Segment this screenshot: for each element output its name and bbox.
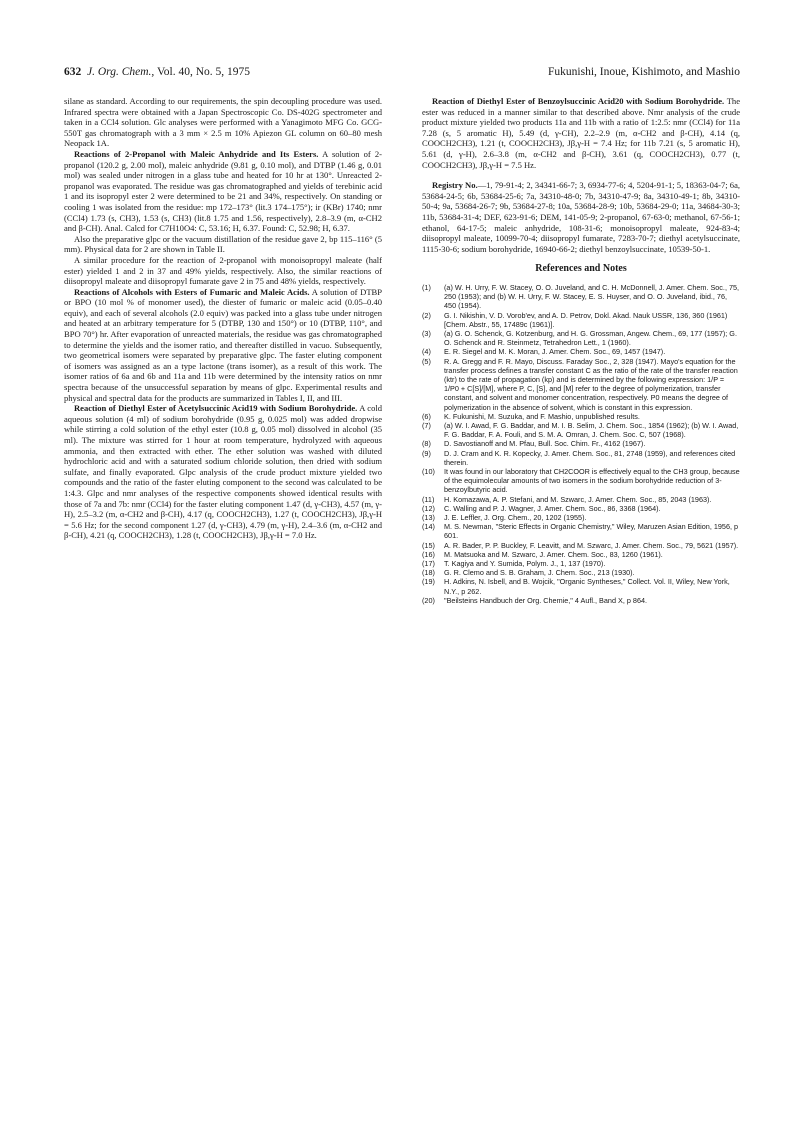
author-line: Fukunishi, Inoue, Kishimoto, and Mashio (548, 66, 740, 78)
reference-number: (10) (422, 466, 435, 476)
reference-number: (1) (422, 282, 431, 292)
reference-item (422, 513, 740, 522)
reference-item (422, 504, 740, 513)
reference-text: G. I. Nikishin, V. D. Vorob'ev, and A. D. Petrov, Dokl. Akad. Nauk USSR, 136, 360 (1961) [Chem. Abstr., 55, 17489c (1961)]. (444, 310, 728, 329)
reference-item (422, 596, 740, 605)
journal-citation (64, 66, 250, 78)
volume-info: Vol. 40, No. 5, 1975 (156, 66, 251, 78)
reference-text: (a) W. H. Urry, F. W. Stacey, O. O. Juveland, and C. H. McDonnell, J. Amer. Chem. Soc., 75, 250 (1953); and (b) W. H. Urry, F. W. Stacey, E. S. Huyser, and O. O. Juveland, ibid., 76, 450 (1954). (444, 282, 740, 311)
reference-list (422, 283, 740, 605)
reference-text: G. R. Clemo and S. B. Graham, J. Chem. Soc., 213 (1930). (444, 568, 635, 578)
paragraph: Reaction of Diethyl Ester of Acetylsuccinic Acid19 with Sodium Borohydride. A cold aqueous solution (4 ml) of sodium borohydride (0.95 g, 0.025 mol) was added dropwise while stirring a cold solution of the ethyl ester (10.8 g, 0.05 mol) dissolved in alcohol (35 ml). The mixture was stirred for 1 hour at room temperature, hydrolyzed with aqueous ammonia, and then extracted with ether. The ether solution was washed with diluted hydrochloric acid and with a saturated sodium chloride solution, then dried with sodium sulfate, and finally evaporated. Glpc analysis of the crude product mixture yielded two compounds and the ratio of the faster eluting component to the second was calculated to be 1:4.3. Glpc and nmr analyses of the respective components showed identical results with those of 7a and 7b: nmr (CCl4) for the faster eluting component 1.47 (d, γ-CH3), 4.57 (m, γ-H), 2.5–3.2 (m, α-CH2 and β-CH), 4.17 (q, COOCH2CH3), 1.27 (t, COOCH2CH3), Jβ,γ-H = 5.6 Hz; for the second component 1.27 (d, γ-CH3), 4.79 (m, γ-H), 2.4–3.6 (m, α-CH2 and β-CH), 4.21 (q, COOCH2CH3), 1.28 (t, COOCH2CH3), Jβ,γ-H = 7.0 Hz. (64, 403, 382, 541)
reference-item (422, 541, 740, 550)
reference-item (422, 495, 740, 504)
reference-text: H. Adkins, N. Isbell, and B. Wojcik, "Organic Syntheses," Collect. Vol. II, Wiley, New York, N.Y., p 262. (444, 577, 730, 596)
reference-number: (3) (422, 328, 431, 338)
reference-number: (17) (422, 559, 435, 568)
reference-number: (13) (422, 512, 435, 522)
reference-text: C. Walling and P. J. Wagner, J. Amer. Chem. Soc., 86, 3368 (1964). (444, 503, 661, 513)
reference-number: (18) (422, 568, 435, 578)
references-heading: References and Notes (535, 263, 627, 275)
paragraph: Also the preparative glpc or the vacuum distillation of the residue gave 2, bp 115–116° (5 mm). Physical data for 2 are shown in Table II. (64, 233, 382, 255)
reference-text: E. R. Siegel and M. K. Moran, J. Amer. Chem. Soc., 69, 1457 (1947). (444, 347, 666, 357)
reference-text: (a) G. O. Schenck, G. Kotzenburg, and H. G. Grossman, Angew. Chem., 69, 177 (1957); G. O. Schenck and R. Steinmetz, Tetrahedron Lett., 1 (1960). (444, 328, 737, 348)
reference-number: (19) (422, 577, 435, 587)
reference-text: "Beilsteins Handbuch der Org. Chemie," 4 Aufl., Band X, p 864. (444, 595, 648, 605)
page-number: 632 (64, 66, 82, 78)
reference-number: (8) (422, 439, 431, 449)
paragraph: A similar procedure for the reaction of 2-propanol with monoisopropyl maleate (half ester) yielded 1 and 2 in 37 and 49% yields, respectively. Also, the similar reactions of diisopropyl maleate and diisopropyl fumarate gave 2 in 75 and 48% yields, respectively. (64, 254, 382, 287)
registry-label: Registry No. (432, 180, 478, 191)
reference-number: (6) (422, 411, 431, 421)
reference-number: (20) (422, 595, 435, 605)
reference-number: (16) (422, 549, 435, 559)
paragraph: Reaction of Diethyl Ester of Benzoylsuccinic Acid20 with Sodium Borohydride. The ester was reduced in a manner similar to that described above. Nmr analysis of the crude product mixture yielded two products 11a and 11b with a ratio of 1:2.5: nmr (CCl4) for 11a 7.28 (s, 5 aromatic H), 5.49 (d, γ-CH), 2.2–2.9 (m, α-CH2 and β-CH), 4.14 (q, COOCH2CH3), 1.21 (t, COOCH2CH3), Jβ,γ-H = 7.4 Hz; for 11b 7.21 (s, 5 aromatic H), 5.61 (d, γ-H), 2.6–3.8 (m, α-CH2 and β-CH), 3.61 (q, COOCH2CH3), 0.77 (t, COOCH2CH3), Jβ,γ-H = 7.5 Hz. (422, 96, 740, 170)
reference-item (422, 357, 740, 412)
journal-name: J. Org. Chem., (87, 66, 155, 78)
right-column (422, 96, 740, 605)
section-heading: Reactions of Alcohols with Esters of Fumaric and Maleic Acids. (74, 286, 310, 297)
reference-item (422, 439, 740, 448)
reference-text: R. A. Gregg and F. R. Mayo, Discuss. Faraday Soc., 2, 328 (1947). Mayo's equation for the transfer process defines a transfer constant C as the ratio of the rate of the transfer reaction (ktr) to the rate of propagation (kp) and is determined by the following expression: 1/P = 1/P0 + C[S]/[M], where P, C, [S], and [M] refer to the degree of polymerization, transfer constant, and solvent and monomer concentration, respectively. P0 means the degree of polymerization in the absence of solvent, which is constant in this expression. (444, 356, 738, 412)
reference-item (422, 347, 740, 356)
reference-text: M. S. Newman, "Steric Effects in Organic Chemistry," Wiley, Maruzen Asian Edition, 1956, p 601. (444, 522, 739, 541)
paragraph: Reactions of 2-Propanol with Maleic Anhydride and Its Esters. A solution of 2-propanol (120.2 g, 2.00 mol), maleic anhydride (9.81 g, 0.10 mol), and DTBP (1.46 g, 0.01 mol) was sealed under nitrogen in a glass tube and heated for 10 hr at 130°. Unreacted 2-propanol was evaporated. The residue was gas chromatographed and yields of terebinic acid 1 and its isopropyl ester 2 were determined to be 21 and 34%, respectively. On standing or cooling 1 was isolated from the residue: mp 172–173° (lit.3 174–175°); ir (KBr) 1740; nmr (CCl4) 1.73 (s, CH3), 1.53 (s, CH3) (lit.8 1.75 and 1.56, respectively), 2.8–3.9 (m, α-CH2 and β-CH). Anal. Calcd for C7H10O4: C, 53.16; H, 6.37. Found: C, 52.98; H, 6.37. (64, 148, 382, 234)
reference-item (422, 283, 740, 311)
reference-text: (a) W. I. Awad, F. G. Baddar, and M. I. B. Selim, J. Chem. Soc., 1854 (1962); (b) W. I. Awad, F. G. Baddar, F. A. Fouli, and S. M. A. Omran, J. Chem. Soc. C, 507 (1968). (444, 420, 739, 440)
section-heading: Reactions of 2-Propanol with Maleic Anhydride and Its Esters. (74, 148, 319, 159)
reference-text: D. Savostianoff and M. Pfau, Bull. Soc. Chim. Fr., 4162 (1967). (444, 439, 646, 449)
reference-text: M. Matsuoka and M. Szwarc, J. Amer. Chem. Soc., 83, 1260 (1961). (444, 549, 663, 559)
reference-number: (14) (422, 522, 435, 532)
reference-item (422, 522, 740, 540)
reference-text: T. Kagiya and Y. Sumida, Polym. J., 1, 137 (1970). (444, 559, 606, 568)
reference-number: (11) (422, 494, 435, 504)
reference-text: K. Fukunishi, M. Suzuka, and F. Mashio, unpublished results. (444, 411, 640, 421)
reference-item (422, 467, 740, 495)
running-header (64, 66, 740, 82)
reference-item (422, 311, 740, 329)
paragraph: Reactions of Alcohols with Esters of Fumaric and Maleic Acids. A solution of DTBP or BPO (10 mol % of monomer used), the diester of fumaric or maleic acid (0.05–0.40 equiv), and each of several alcohols (2.0 equiv) was packed into a glass tube under nitrogen and heated at an arbitrary temperature for 5 (DTBP, 130 and 150°) or 10 (DTBP, 110°, and BPO 70°) hr. After evaporation of unreacted materials, the residue was gas chromatographed to determine the yields and the isomer ratio, and thereafter distilled in vacuo. Subsequently, two geometrical isomers were separated by preparative glpc. The faster eluting component of isomers was assigned as an a type lactone (trans isomer), as a result of this work. The isomer ratios of 6a and 6b and 11a and 11b were determined by the intensity ratios on nmr spectra because of the unsuccessful separation by means of glpc. Experimental results and physical and spectral data for the products are summarized in Tables I, II, and III. (64, 286, 383, 403)
reference-item (422, 421, 740, 439)
reference-item (422, 568, 740, 577)
reference-number: (9) (422, 448, 431, 458)
reference-item (422, 329, 740, 347)
section-heading: Reaction of Diethyl Ester of Benzoylsuccinic Acid20 with Sodium Borohydride. (432, 96, 725, 106)
reference-item (422, 577, 740, 595)
reference-number: (12) (422, 503, 435, 513)
reference-item (422, 550, 740, 559)
reference-text: It was found in our laboratory that CH2COOR is effectively equal to the CH3 group, because of the equimolecular amounts of two isomers in the sodium borohydride reduction of 3-benzoylbutyric acid. (444, 466, 740, 495)
reference-number: (5) (422, 356, 431, 366)
reference-item (422, 412, 740, 421)
reference-text: D. J. Cram and K. R. Kopecky, J. Amer. Chem. Soc., 81, 2748 (1959), and references cited therein. (444, 448, 736, 467)
left-column (64, 96, 382, 541)
reference-number: (2) (422, 310, 431, 320)
registry-numbers: Registry No.—1, 79-91-4; 2, 34341-66-7; 3, 6934-77-6; 4, 5204-91-1; 5, 18363-04-7; 6a, 53684-24-5; 6b, 53684-25-6; 7a, 34310-48-0; 7b, 34310-47-9; 8a, 34310-49-1; 8b, 34310-50-4; 9a, 53684-26-7; 9b, 53684-27-8; 10a, 53684-28-9; 10b, 53684-29-0; 11a, 34684-30-3; 11b, 53684-31-4; DEF, 623-91-6; DEM, 141-05-9; 2-propanol, 67-63-0; methanol, 67-56-1; ethanol, 64-17-5; maleic anhydride, 108-31-6; monoisopropyl maleate, 924-83-4; diisopropyl maleate, 10099-70-4; diisopropyl fumarate, 7283-70-7; diethyl acetylsuccinate, 1115-30-6; sodium borohydride, 16940-66-2; diethyl benzoylsuccinate, 10539-50-1. (422, 180, 740, 254)
reference-item (422, 559, 740, 568)
reference-number: (15) (422, 540, 435, 550)
reference-text: H. Komazawa, A. P. Stefani, and M. Szwarc, J. Amer. Chem. Soc., 85, 2043 (1963). (444, 494, 712, 504)
paragraph: silane as standard. According to our requirements, the spin decoupling procedure was used. Infrared spectra were obtained with a Japan Spectroscopic Co. DS-402G spectrometer and taken in a CCl4 solution. Glc analyses were performed with a Yanagimoto MFG Co. GCG-550T gas chromatograph with a 3 mm × 2.5 m 10% Apiezon GL column on 60–80 mesh Neopack 1A. (64, 96, 382, 149)
reference-text: J. E. Leffler, J. Org. Chem., 20, 1202 (1955). (444, 512, 587, 522)
reference-item (422, 449, 740, 467)
reference-number: (4) (422, 347, 431, 357)
section-heading: Reaction of Diethyl Ester of Acetylsuccinic Acid19 with Sodium Borohydride. (74, 403, 358, 414)
reference-number: (7) (422, 420, 431, 430)
reference-text: A. R. Bader, P. P. Buckley, F. Leavitt, and M. Szwarc, J. Amer. Chem. Soc., 79, 5621 (1957). (444, 540, 739, 550)
